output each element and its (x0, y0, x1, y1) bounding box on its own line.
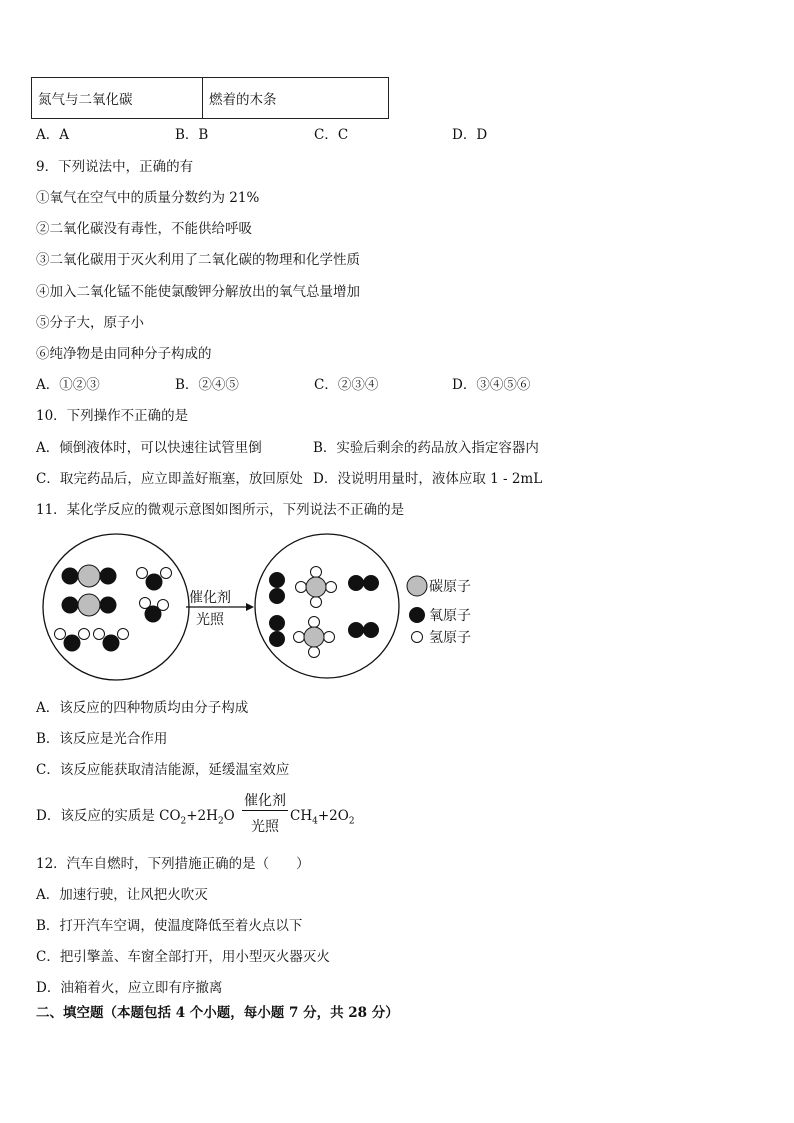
q9-item: ⑤分子大，原子小 (36, 315, 144, 331)
q9-item: ③二氧化碳用于灭火利用了二氧化碳的物理和化学性质 (36, 252, 360, 268)
hydrogen-atom (326, 582, 337, 593)
arrow-condition-top: 催化剂 (189, 589, 231, 605)
table-cell: 氮气与二氧化碳 (32, 78, 203, 119)
product-circle (255, 534, 399, 678)
legend-carbon-swatch (407, 576, 427, 596)
q10-option-d: D．没说明用量时，液体应取 1 - 2mL (313, 471, 543, 487)
table-row (32, 78, 389, 119)
q8-option-d: D．D (452, 127, 488, 143)
hydrogen-atom (311, 597, 322, 608)
q10-stem: 10．下列操作不正确的是 (36, 408, 189, 424)
section-heading: 二、填空题（本题包括 4 个小题，每小题 7 分，共 28 分） (36, 1005, 399, 1021)
q11-option-b: B．该反应是光合作用 (36, 731, 168, 747)
hydrogen-atom (309, 647, 320, 658)
oxygen-atom (348, 575, 364, 591)
q9-option-b: B．②④⑤ (175, 377, 239, 393)
q9-item: ①氧气在空气中的质量分数约为 21% (36, 190, 260, 206)
arrow-head (246, 603, 254, 611)
hydrogen-atom (158, 600, 169, 611)
equation-part: CH (290, 808, 313, 824)
q11-stem: 11．某化学反应的微观示意图如图所示，下列说法不正确的是 (36, 502, 405, 518)
q9-item: ②二氧化碳没有毒性，不能供给呼吸 (36, 221, 252, 237)
hydrogen-atom (311, 567, 322, 578)
q10-option-c: C．取完药品后，应立即盖好瓶塞，放回原处 (36, 471, 303, 487)
q12-option-c: C．把引擎盖、车窗全部打开，用小型灭火器灭火 (36, 949, 330, 965)
oxygen-atom (348, 622, 364, 638)
legend-oxygen-swatch (409, 607, 425, 623)
oxygen-atom (62, 597, 79, 614)
legend-carbon-label: 碳原子 (429, 578, 471, 594)
hydrogen-atom (309, 617, 320, 628)
equation-prefix: D．该反应的实质是 CO (36, 808, 181, 824)
equation-part: +2H (186, 808, 218, 824)
equation-bar (242, 810, 288, 811)
q11-option-c: C．该反应能获取清洁能源，延缓温室效应 (36, 762, 290, 778)
oxygen-atom (269, 572, 285, 588)
oxygen-atom (100, 568, 117, 585)
subscript: 2 (180, 816, 187, 827)
q8-option-b: B．B (175, 127, 209, 143)
hydrogen-atom (118, 629, 129, 640)
q9-stem: 9．下列说法中，正确的有 (36, 159, 194, 175)
equation-part: O (223, 808, 235, 824)
q9-item: ⑥纯净物是由同种分子构成的 (36, 346, 212, 362)
q8-option-c: C．C (314, 127, 349, 143)
q11-option-a: A．该反应的四种物质均由分子构成 (36, 700, 249, 716)
hydrogen-atom (94, 629, 105, 640)
carbon-atom (78, 594, 100, 616)
carbon-atom (306, 577, 326, 597)
table-cell: 燃着的木条 (203, 78, 389, 119)
hydrogen-atom (55, 629, 66, 640)
condition-light: 光照 (251, 819, 279, 835)
hydrogen-atom (296, 582, 307, 593)
oxygen-atom (363, 575, 379, 591)
reaction-condition (242, 789, 288, 837)
hydrogen-atom (294, 632, 305, 643)
answer-table (31, 77, 389, 119)
q12-option-d: D．油箱着火，应立即有序撤离 (36, 980, 223, 996)
oxygen-atom (269, 631, 285, 647)
subscript: 2 (348, 816, 355, 827)
oxygen-atom (62, 568, 79, 585)
q11-option-d (36, 789, 436, 837)
q10-option-a: A．倾倒液体时，可以快速往试管里倒 (36, 440, 262, 456)
arrow-condition-bottom: 光照 (196, 611, 224, 627)
q8-option-a: A．A (36, 127, 69, 143)
subscript: 2 (217, 816, 224, 827)
oxygen-atom (146, 574, 163, 591)
q9-option-a: A．①②③ (36, 377, 100, 393)
q12-stem: 12．汽车自燃时，下列措施正确的是（ ） (36, 856, 310, 872)
legend-oxygen-label: 氧原子 (429, 607, 471, 623)
hydrogen-atom (324, 632, 335, 643)
legend-hydrogen-label: 氢原子 (429, 629, 471, 645)
hydrogen-atom (137, 568, 148, 579)
oxygen-atom (64, 635, 81, 652)
reaction-diagram (36, 532, 496, 684)
subscript: 4 (312, 816, 318, 827)
legend-hydrogen-swatch (412, 632, 423, 643)
hydrogen-atom (79, 629, 90, 640)
hydrogen-atom (161, 568, 172, 579)
oxygen-atom (269, 615, 285, 631)
carbon-atom (78, 565, 100, 587)
oxygen-atom (103, 635, 120, 652)
q12-option-b: B．打开汽车空调，使温度降低至着火点以下 (36, 918, 303, 934)
q9-item: ④加入二氧化锰不能使氯酸钾分解放出的氧气总量增加 (36, 284, 360, 300)
oxygen-atom (363, 622, 379, 638)
condition-catalyst: 催化剂 (244, 793, 286, 809)
equation-part: +2O (317, 808, 349, 824)
carbon-atom (304, 627, 324, 647)
oxygen-atom (100, 597, 117, 614)
q9-option-d: D．③④⑤⑥ (452, 377, 531, 393)
oxygen-atom (269, 588, 285, 604)
q9-option-c: C．②③④ (314, 377, 379, 393)
q10-option-b: B．实验后剩余的药品放入指定容器内 (313, 440, 539, 456)
q12-option-a: A．加速行驶，让风把火吹灭 (36, 887, 208, 903)
